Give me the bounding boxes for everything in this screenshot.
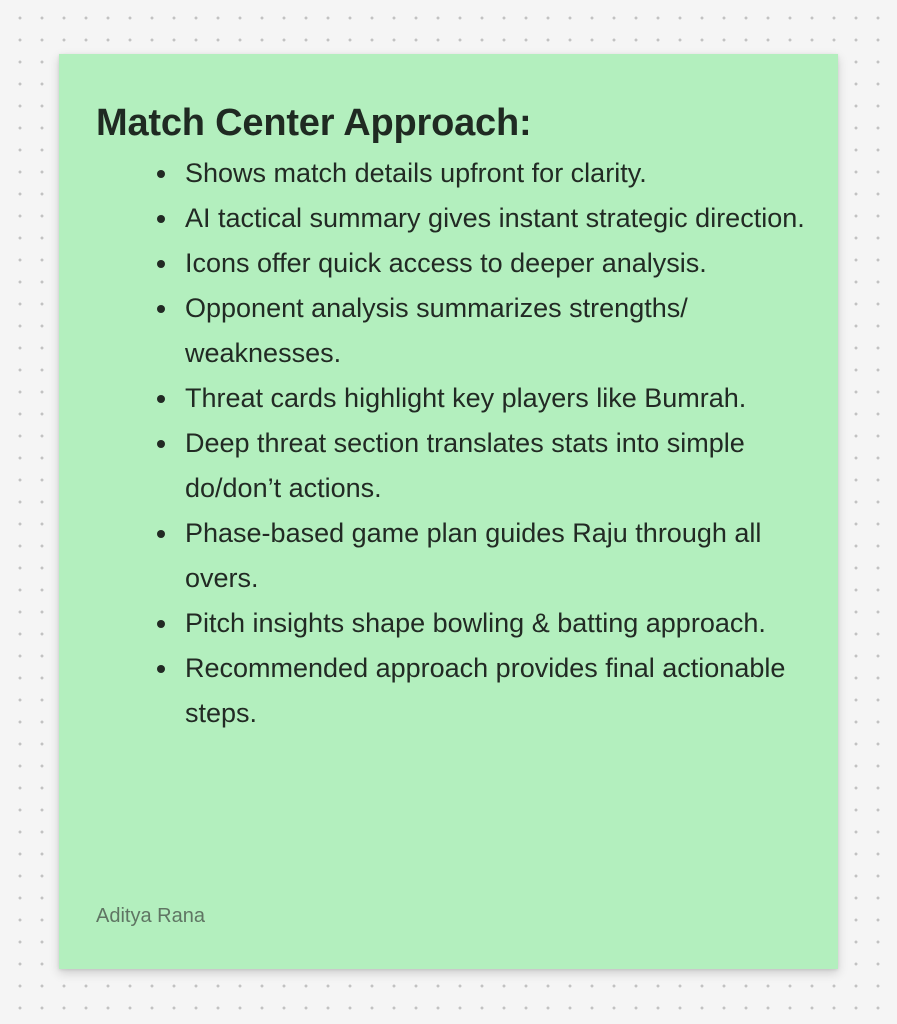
- list-item-text: Threat cards highlight key players like Bumrah.: [185, 383, 747, 413]
- list-item-text: Recommended approach provides final actionable steps.: [185, 653, 786, 728]
- note-title: Match Center Approach:: [96, 102, 532, 144]
- list-item-text: Icons offer quick access to deeper analysis.: [185, 248, 707, 278]
- list-item-text: Phase-based game plan guides Raju through all overs.: [185, 518, 762, 593]
- list-item: [59, 286, 838, 376]
- bullet-dot-icon: [157, 260, 165, 268]
- list-item: [59, 151, 838, 196]
- bullet-dot-icon: [157, 620, 165, 628]
- sticky-note[interactable]: [59, 54, 838, 969]
- list-item-text: Deep threat section translates stats into simple do/don’t actions.: [185, 428, 745, 503]
- bullet-dot-icon: [157, 215, 165, 223]
- list-item: [59, 511, 838, 601]
- bullet-dot-icon: [157, 530, 165, 538]
- bullet-dot-icon: [157, 665, 165, 673]
- bullet-dot-icon: [157, 440, 165, 448]
- list-item: [59, 241, 838, 286]
- list-item-text: AI tactical summary gives instant strategic direction.: [185, 203, 805, 233]
- note-bullet-list: [59, 151, 838, 736]
- list-item: [59, 376, 838, 421]
- list-item-text: Shows match details upfront for clarity.: [185, 158, 647, 188]
- list-item: [59, 196, 838, 241]
- bullet-dot-icon: [157, 305, 165, 313]
- note-author: Aditya Rana: [96, 905, 205, 927]
- bullet-dot-icon: [157, 170, 165, 178]
- list-item-text: Pitch insights shape bowling & batting approach.: [185, 608, 766, 638]
- list-item: [59, 601, 838, 646]
- list-item: [59, 646, 838, 736]
- list-item: [59, 421, 838, 511]
- list-item-text: Opponent analysis summarizes strengths/ weaknesses.: [185, 293, 688, 368]
- bullet-dot-icon: [157, 395, 165, 403]
